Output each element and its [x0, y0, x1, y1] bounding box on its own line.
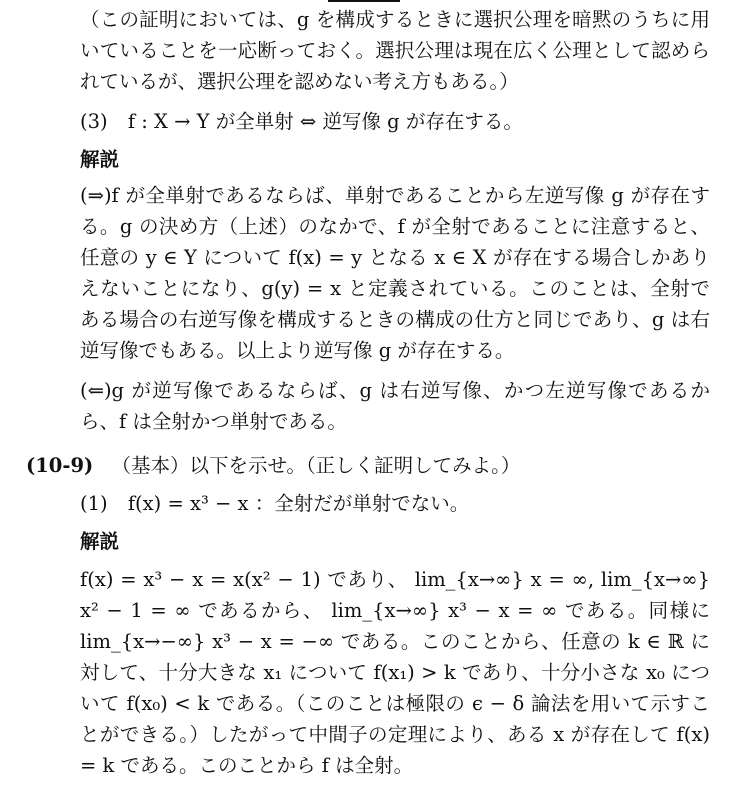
problem-10-9	[26, 450, 520, 481]
problem-number: (10-9)	[26, 454, 94, 477]
backward-proof-block	[80, 375, 710, 437]
final-proof-block	[80, 564, 710, 781]
item-1-statement: f(x) = x³ − x ：全射だが単射でない。	[127, 492, 470, 515]
top-rule	[328, 0, 400, 2]
item-3-statement: f : X → Y が全単射 ⇔ 逆写像 g が存在する。	[127, 110, 523, 133]
forward-proof: (⇒)f が全単射であるならば、単射であることから左逆写像 g が存在する。g の決め方（上述）のなかで、f が全射であることに注意すると、任意の y ∈ Y について f(x) = y となる x ∈ X が存在する場合しかありえないことになり、g(y) = x と定義されている。このことは、全射である場合の右逆写像を構成するときの構成の仕方と同じであり、g は右逆写像でもある。以上より逆写像 g が存在する。	[80, 184, 710, 362]
forward-proof-block	[80, 180, 710, 366]
problem-text: （基本）以下を示せ。（正しく証明してみよ。）	[111, 454, 521, 477]
axiom-of-choice-note: （この証明においては、g を構成するときに選択公理を暗黙のうちに用いていることを一応断っておく。選択公理は現在広く公理として認められているが、選択公理を認めない考え方もある。）	[80, 8, 710, 93]
note-block	[80, 4, 710, 97]
item-1	[80, 488, 469, 519]
backward-proof: (⇐)g が逆写像であるならば、g は右逆写像、かつ左逆写像であるから、f は全射かつ単射である。	[80, 379, 710, 433]
item-3-number: (3)	[80, 110, 108, 133]
solution-heading-1: 解説	[80, 148, 120, 171]
surjectivity-proof: f(x) = x³ − x = x(x² − 1) であり、 lim_{x→∞} x = ∞, lim_{x→∞} x² − 1 = ∞ であるから、 lim_{x→∞} x³ − x = ∞ である。同様に lim_{x→−∞} x³ − x = −∞ である。このことから、任意の k ∈ ℝ に対して、十分大きな x₁ について f(x₁) > k であり、十分小さな x₀ について f(x₀) < k である。（このことは極限の ϵ − δ 論法を用いて示すことができる。）したがって中間子の定理により、ある x が存在して f(x) = k である。このことから f は全射。	[80, 568, 710, 777]
item-1-number: (1)	[80, 492, 108, 515]
item-3	[80, 106, 523, 137]
solution-heading-2: 解説	[80, 530, 120, 553]
